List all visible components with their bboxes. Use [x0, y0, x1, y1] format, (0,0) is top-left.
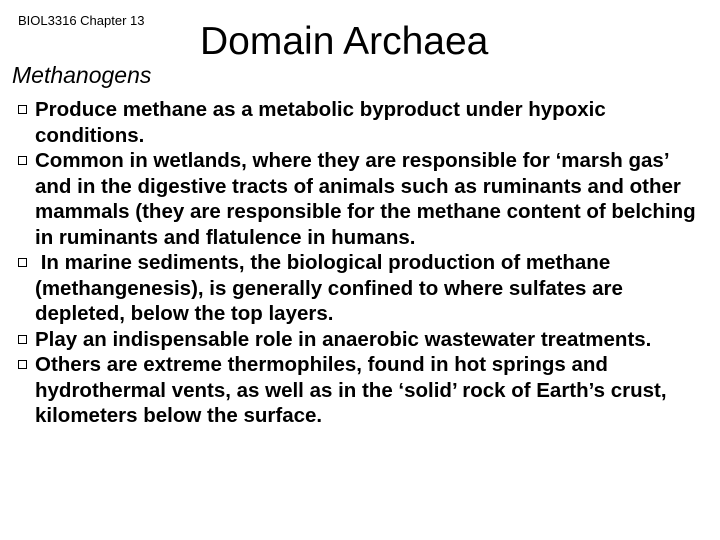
checkbox-bullet-icon [18, 258, 27, 267]
course-label: BIOL3316 Chapter 13 [18, 13, 145, 28]
checkbox-bullet-icon [18, 156, 27, 165]
checkbox-bullet-icon [18, 335, 27, 344]
section-subtitle: Methanogens [12, 62, 152, 88]
bullet-text: Others are extreme thermophiles, found in hot springs and hydrothermal vents, as well as in the ‘solid’ rock of Earth’s crust, kilometers below the surface. [35, 353, 667, 427]
bullet-list [10, 97, 710, 429]
checkbox-bullet-icon [18, 105, 27, 114]
bullet-item [10, 250, 710, 327]
slide-title: Domain Archaea [200, 20, 489, 63]
bullet-item [10, 148, 710, 250]
bullet-text: Common in wetlands, where they are responsible for ‘marsh gas’ and in the digestive tracts of animals such as ruminants and other mammals (they are responsible for the methane content of belching in ruminants and flatulence in humans. [35, 149, 696, 249]
bullet-text: Produce methane as a metabolic byproduct under hypoxic conditions. [35, 98, 606, 147]
bullet-item [10, 97, 710, 148]
bullet-item [10, 327, 710, 353]
checkbox-bullet-icon [18, 360, 27, 369]
bullet-text: In marine sediments, the biological production of methane (methangenesis), is generally confined to where sulfates are depleted, below the top layers. [35, 251, 629, 325]
bullet-item [10, 352, 710, 429]
bullet-text: Play an indispensable role in anaerobic wastewater treatments. [35, 327, 652, 351]
